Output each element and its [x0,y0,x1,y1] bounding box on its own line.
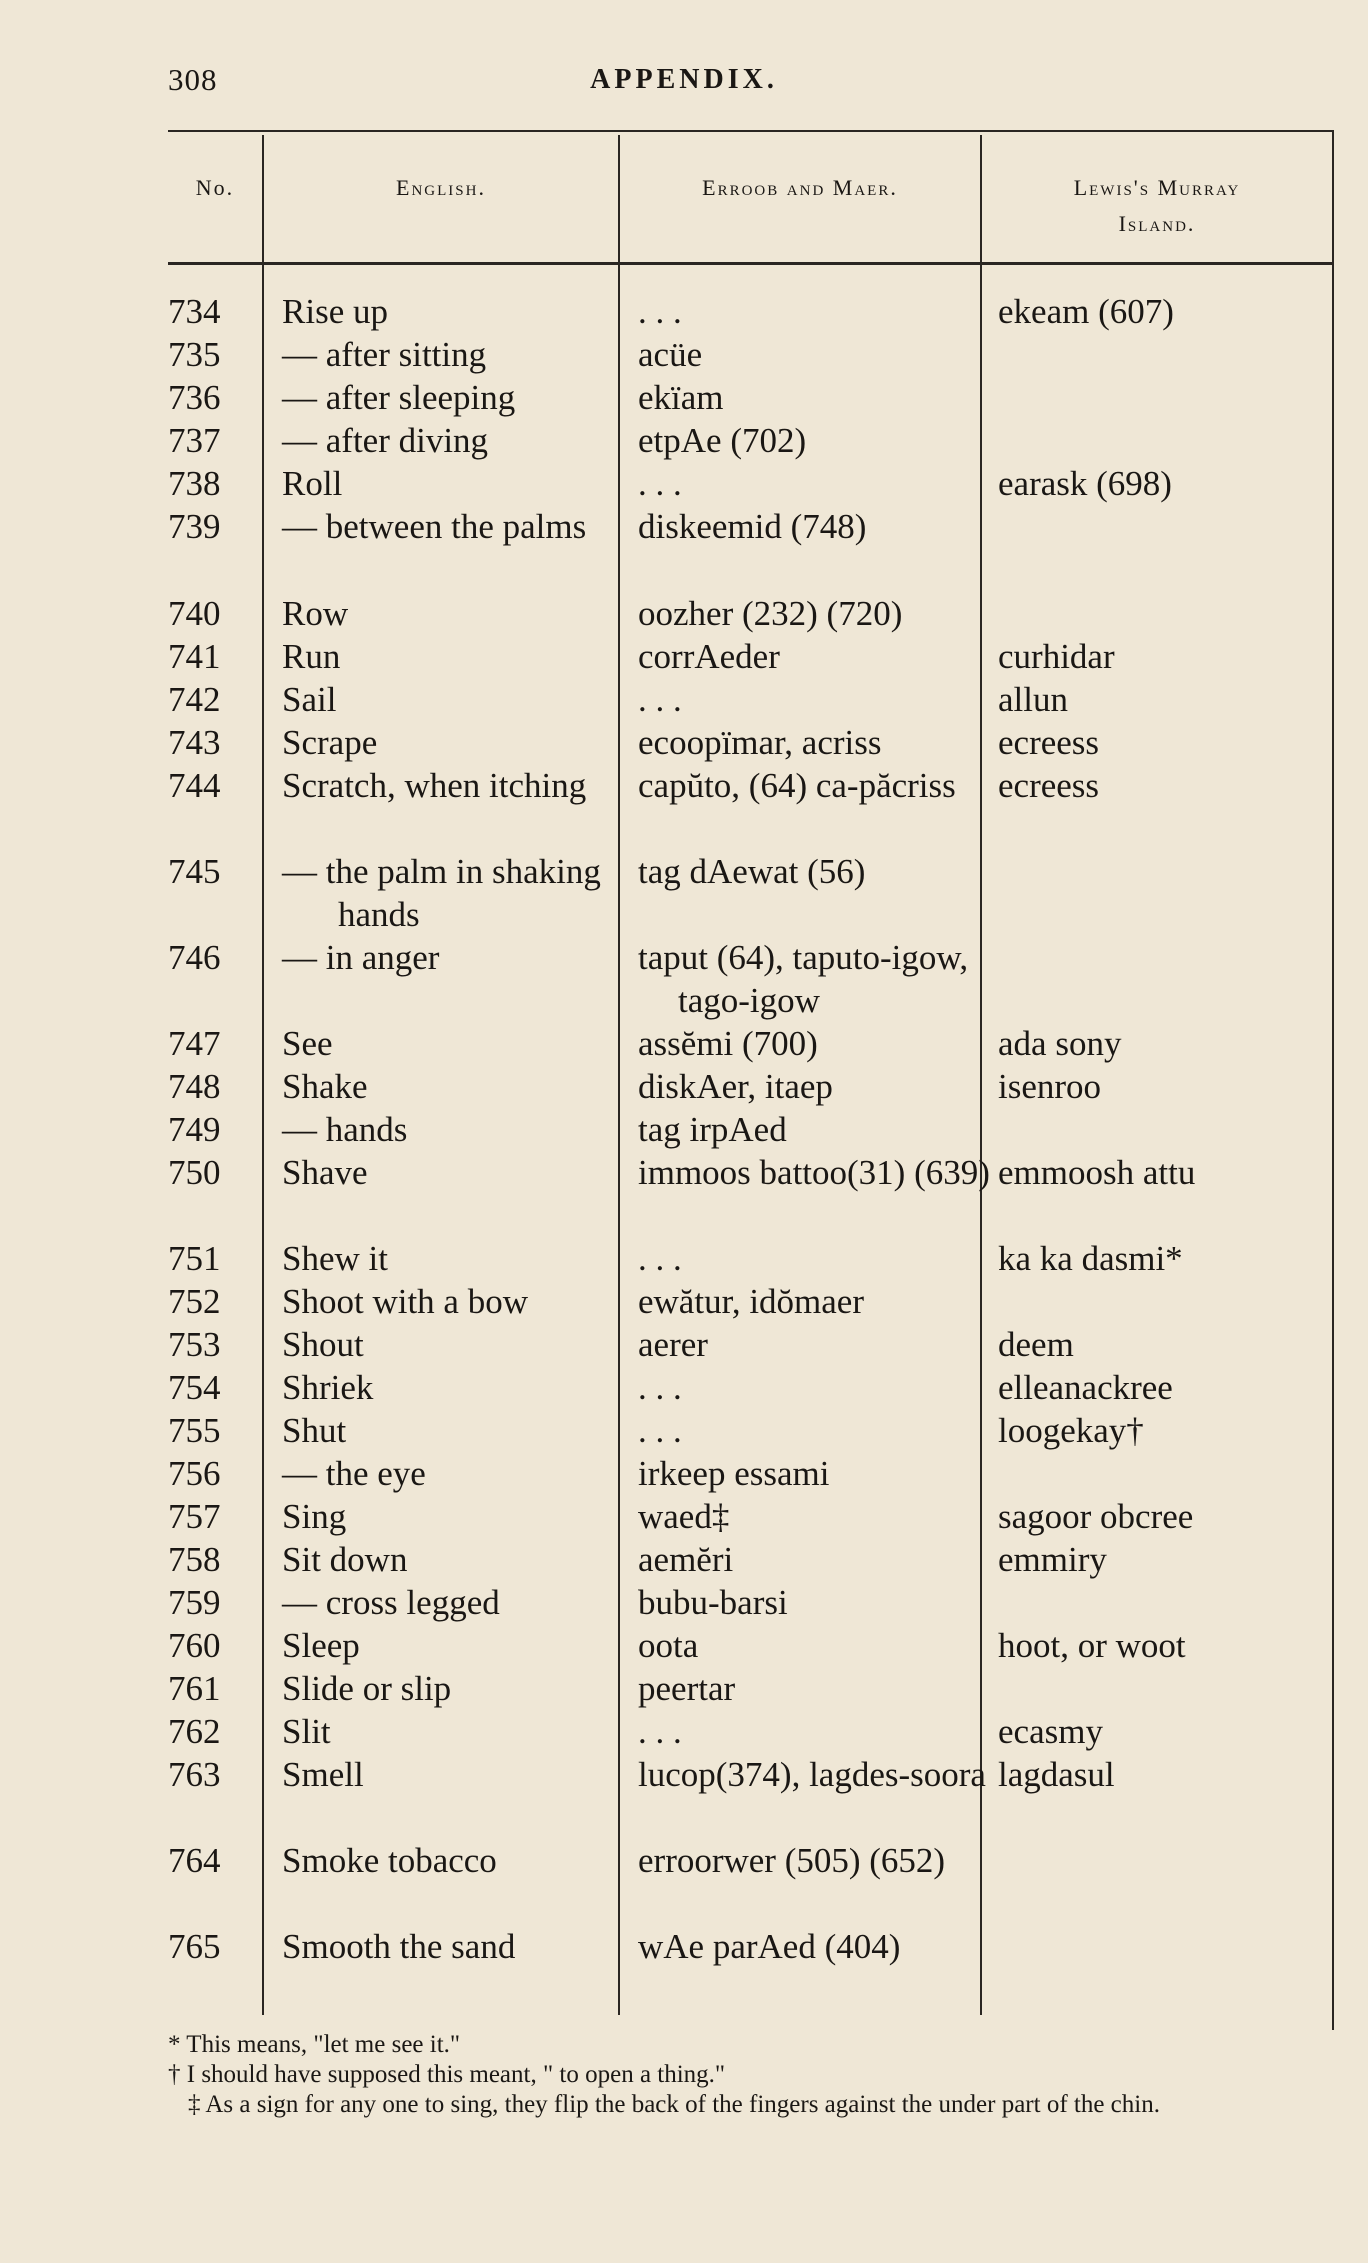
page-header [0,58,1368,106]
erroob-maer-term: erroorwer (505) (652) [638,1841,946,1880]
english-term: — after diving [282,421,489,460]
erroob-maer-term: . . . [638,1239,682,1278]
english-term: Shout [282,1325,364,1364]
english-term: Shoot with a bow [282,1282,528,1321]
entry-number: 743 [168,723,221,762]
erroob-maer-term: immoos battoo(31) (639) [638,1153,990,1192]
erroob-maer-term: waed‡ [638,1497,730,1536]
column-header-erroob-maer: Erroob and Maer. [702,175,898,200]
english-term: — cross legged [282,1583,500,1622]
entry-number: 737 [168,421,221,460]
erroob-maer-term: . . . [638,680,682,719]
entry-number: 765 [168,1927,221,1966]
erroob-maer-term: peertar [638,1669,736,1708]
erroob-maer-term: . . . [638,1368,682,1407]
erroob-maer-term: ekïam [638,378,724,417]
lewis-murray-term: loogekay† [998,1411,1144,1450]
english-term: — in anger [282,938,440,977]
erroob-maer-term: wAe parAed (404) [638,1927,901,1966]
english-term: Shew it [282,1239,388,1278]
english-term: — the palm in shaking hands [282,852,601,934]
lewis-murray-term: curhidar [998,637,1115,676]
english-term: Scrape [282,723,378,762]
entry-number: 753 [168,1325,221,1364]
entry-number: 756 [168,1454,221,1493]
erroob-maer-term: aemĕri [638,1540,734,1579]
table-top-rule [168,130,1334,132]
entry-number: 764 [168,1841,221,1880]
entry-number: 747 [168,1024,221,1063]
lewis-murray-term: ka ka dasmi* [998,1239,1183,1278]
column-header-no: No. [195,175,235,200]
entry-number: 744 [168,766,221,805]
footnote-2: † I should have supposed this meant, " to open a thing." [168,2061,726,2088]
lewis-murray-term: ekeam (607) [998,292,1174,331]
entry-number: 752 [168,1282,221,1321]
english-term: Sail [282,680,337,719]
english-term: Shut [282,1411,347,1450]
lewis-murray-term: earask (698) [998,464,1172,503]
lewis-murray-term: ecreess [998,766,1100,805]
footnote-1: * This means, "let me see it." [168,2031,461,2058]
erroob-maer-term: capŭto, (64) ca-păcriss [638,766,956,805]
english-term: Scratch, when itching [282,766,587,805]
erroob-maer-term: . . . [638,1411,682,1450]
entry-number: 760 [168,1626,221,1665]
english-term: See [282,1024,333,1063]
page-number: 308 [168,62,218,97]
entry-number: 739 [168,507,221,546]
entry-number: 734 [168,292,221,331]
english-term: — hands [282,1110,408,1149]
english-term: Smell [282,1755,364,1794]
lewis-murray-term: ecreess [998,723,1100,762]
lewis-murray-term: elleanackree [998,1368,1173,1407]
english-term: — after sleeping [282,378,516,417]
english-term: Run [282,637,341,676]
entry-number: 735 [168,335,221,374]
lewis-murray-term: ada sony [998,1024,1122,1063]
english-term: Sit down [282,1540,408,1579]
erroob-maer-term: ewătur, idŏmaer [638,1282,864,1321]
english-term: Sing [282,1497,347,1536]
column-header-lewis: Lewis's Murray Island. [1073,175,1241,236]
erroob-maer-term: oozher (232) (720) [638,594,903,633]
entry-number: 738 [168,464,221,503]
erroob-maer-term: . . . [638,464,682,503]
english-term: Slide or slip [282,1669,452,1708]
entry-number: 745 [168,852,221,891]
erroob-maer-term: tag irpAed [638,1110,787,1149]
erroob-maer-term: acüe [638,335,703,374]
entry-number: 742 [168,680,221,719]
entry-number: 757 [168,1497,221,1536]
lewis-murray-term: ecasmy [998,1712,1103,1751]
english-term: Shriek [282,1368,374,1407]
erroob-maer-term: etpAe (702) [638,421,807,460]
entry-number: 740 [168,594,221,633]
erroob-maer-term: taput (64), taputo-igow, tago-igow [638,938,969,1020]
english-term: Smooth the sand [282,1927,516,1966]
entry-number: 759 [168,1583,221,1622]
english-term: — after sitting [282,335,487,374]
lewis-murray-term: allun [998,680,1068,719]
footnotes [168,2030,1348,2120]
erroob-maer-term: oota [638,1626,699,1665]
erroob-maer-term: tag dAewat (56) [638,852,866,891]
entry-number: 754 [168,1368,221,1407]
entry-number: 741 [168,637,221,676]
english-term: Row [282,594,349,633]
erroob-maer-term: assĕmi (700) [638,1024,818,1063]
column-header-english: English. [396,175,486,200]
footnote-3: ‡ As a sign for any one to sing, they flip the back of the fingers against the under part of the chin. [188,2091,1160,2118]
entry-number: 758 [168,1540,221,1579]
entry-number: 748 [168,1067,221,1106]
lewis-murray-term: isenroo [998,1067,1102,1106]
english-term: Rise up [282,292,388,331]
english-term: — between the palms [282,507,587,546]
entry-number: 762 [168,1712,221,1751]
english-term: Slit [282,1712,331,1751]
lewis-murray-term: lagdasul [998,1755,1115,1794]
erroob-maer-term: diskAer, itaep [638,1067,833,1106]
lewis-murray-term: hoot, or woot [998,1626,1186,1665]
english-term: Shake [282,1067,368,1106]
entry-number: 761 [168,1669,221,1708]
entry-number: 755 [168,1411,221,1450]
entry-number: 750 [168,1153,221,1192]
english-term: Smoke tobacco [282,1841,497,1880]
english-term: — the eye [282,1454,426,1493]
erroob-maer-term: ecoopïmar, acriss [638,723,882,762]
entry-number: 746 [168,938,221,977]
column-divider-4 [1332,130,1334,2030]
lewis-murray-term: emmiry [998,1540,1107,1579]
header-bottom-rule [168,262,1334,265]
page-title: APPENDIX. [590,64,778,95]
entry-number: 736 [168,378,221,417]
erroob-maer-term: diskeemid (748) [638,507,867,546]
english-term: Roll [282,464,343,503]
lewis-murray-term: emmoosh attu [998,1153,1196,1192]
english-term: Sleep [282,1626,360,1665]
entry-number: 749 [168,1110,221,1149]
entry-number: 763 [168,1755,221,1794]
erroob-maer-term: . . . [638,1712,682,1751]
lewis-murray-term: deem [998,1325,1074,1364]
erroob-maer-term: aerer [638,1325,708,1364]
erroob-maer-term: bubu-barsi [638,1583,788,1622]
english-term: Shave [282,1153,368,1192]
entry-number: 751 [168,1239,221,1278]
erroob-maer-term: lucop(374), lagdes-soora [638,1755,986,1794]
erroob-maer-term: . . . [638,292,682,331]
erroob-maer-term: irkeep essami [638,1454,830,1493]
erroob-maer-term: corrAeder [638,637,780,676]
lewis-murray-term: sagoor obcree [998,1497,1194,1536]
